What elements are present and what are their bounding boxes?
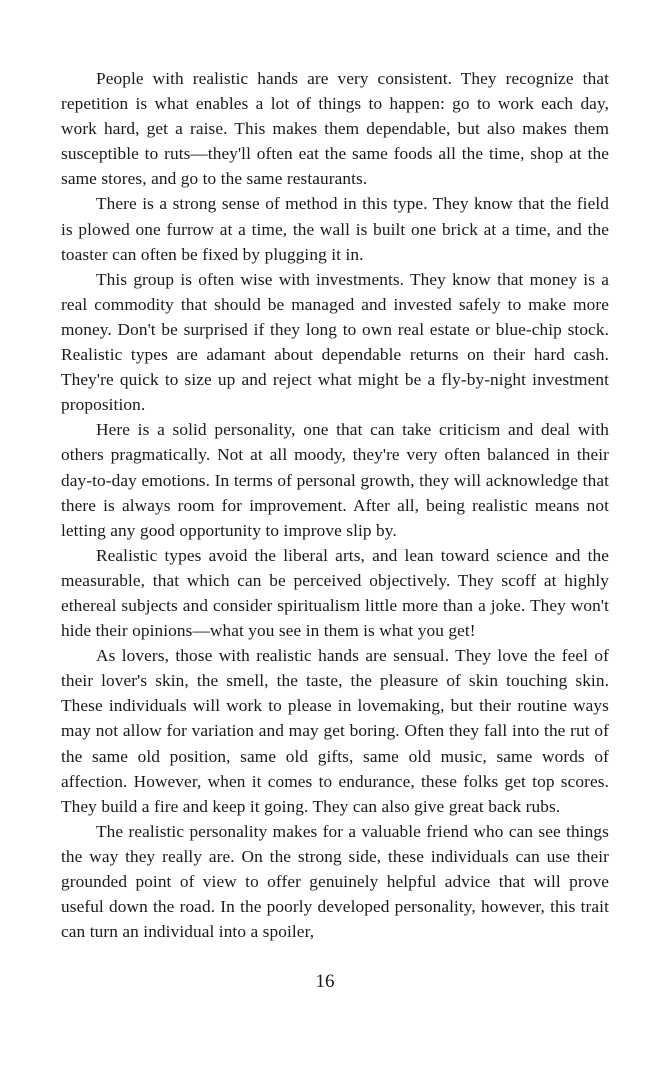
paragraph: As lovers, those with realistic hands are sensual. They love the feel of their lover's skin, the smell, the taste, the pleasure of skin touching skin. These individuals will work to please in lovemaking, but their routine ways may not allow for variation and may get boring. Often they fall into the rut of the same old position, same old gifts, same old music, same words of affection. However, when it comes to endurance, these folks get top scores. They build a fire and keep it going. They can also give great back rubs. [61,646,609,816]
paragraph: Here is a solid personality, one that can take criticism and deal with others pragmatically. Not at all moody, they're very often balanced in their day-to-day emotions. In terms of personal growth, they will acknowledge that there is always room for improvement. After all, being realistic means not letting any good opportunity to improve slip by. [61,420,609,540]
paragraph: The realistic personality makes for a valuable friend who can see things the way they really are. On the strong side, these individuals can use their grounded point of view to offer genuinely helpful advice that will prove useful down the road. In the poorly developed personality, however, this trait can turn an individual into a spoiler, [61,821,609,942]
page-body [61,66,609,944]
paragraph: People with realistic hands are very consistent. They recognize that repetition is what enables a lot of things to happen: go to work each day, work hard, get a raise. This makes them dependable, but also makes them susceptible to ruts—they'll often eat the same foods all the time, shop at the same stores, and go to the same restaurants. [61,69,609,189]
paragraph: There is a strong sense of method in this type. They know that the field is plowed one furrow at a time, the wall is built one brick at a time, and the toaster can often be fixed by plugging it in. [61,194,609,264]
paragraph: This group is often wise with investments. They know that money is a real commodity that should be managed and invested safely to make more money. Don't be surprised if they long to own real estate or blue-chip stock. Realistic types are adamant about dependable returns on their hard cash. They're quick to size up and reject what might be a fly-by-night investment proposition. [61,269,609,415]
page-number: 16 [315,971,335,992]
paragraph: Realistic types avoid the liberal arts, and lean toward science and the measurable, that which can be perceived objectively. They scoff at highly ethereal subjects and consider spiritualism little more than a joke. They won't hide their opinions—what you see in them is what you get! [61,545,609,641]
